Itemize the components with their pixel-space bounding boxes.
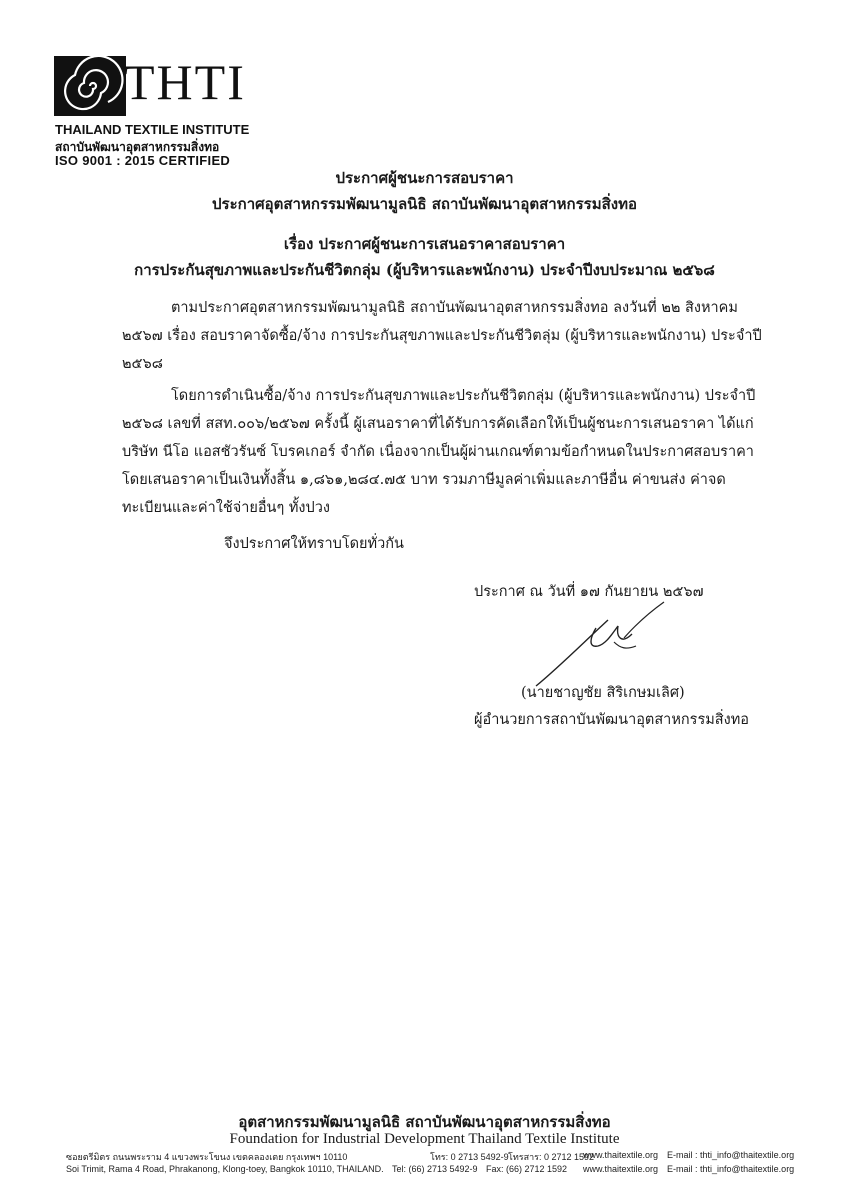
footer-tel-english: Tel: (66) 2713 5492-9 (392, 1164, 478, 1174)
footer-website-english: www.thaitextile.org (583, 1164, 659, 1174)
paragraph-2-line-2: ๒๕๖๘ เลขที่ สสท.๐๐๖/๒๕๖๗ ครั้งนี้ ผู้เสนอราคาที่ได้รับการคัดเลือกให้เป็นผู้ชนะการเสนอราคา ได้แก่ (122, 416, 754, 432)
logo-wordmark: THTI (124, 54, 246, 110)
footer-fax-english: Fax: (66) 2712 1592 (486, 1164, 568, 1174)
institute-logo (52, 52, 252, 170)
paragraph-1-line-3: ๒๕๖๘ (122, 356, 163, 372)
closing-statement: จึงประกาศให้ทราบโดยทั่วกัน (224, 536, 404, 552)
footer-org-english: Foundation for Industrial Development Thailand Textile Institute (229, 1131, 620, 1147)
logo-row (52, 52, 252, 118)
footer-email: E-mail : thti_info@thaitextile.org (667, 1150, 795, 1160)
issuer-heading: ประกาศอุตสาหกรรมพัฒนามูลนิธิ สถาบันพัฒนาอุตสาหกรรมสิ่งทอ (211, 195, 637, 213)
footer-address-thai: ซอยตรีมิตร ถนนพระราม 4 แขวงพระโขนง เขตคลองเตย กรุงเทพฯ 10110 (66, 1152, 348, 1162)
paragraph-2-line-5: ทะเบียนและค่าใช้จ่ายอื่นๆ ทั้งปวง (122, 500, 330, 516)
paragraph-2-line-4: โดยเสนอราคาเป็นเงินทั้งสิ้น ๑,๘๖๑,๒๘๔.๗๕ บาท รวมภาษีมูลค่าเพิ่มและภาษีอื่น ค่าขนส่ง ค่าจด (122, 472, 726, 488)
paragraph-1-line-2: ๒๕๖๗ เรื่อง สอบราคาจัดซื้อ/จ้าง การประกันสุขภาพและประกันชีวิตลุ่ม (ผู้บริหารและพนักงาน) ประจำปี (122, 328, 762, 344)
subject-detail-heading: การประกันสุขภาพและประกันชีวิตกลุ่ม (ผู้บริหารและพนักงาน) ประจำปีงบประมาณ ๒๕๖๘ (134, 261, 715, 279)
signatory-title: ผู้อำนวยการสถาบันพัฒนาอุตสาหกรรมสิ่งทอ (474, 712, 749, 728)
handwritten-signature (528, 598, 668, 690)
announcement-date: ประกาศ ณ วันที่ ๑๗ กันยายน ๒๕๖๗ (474, 584, 704, 600)
footer-tel-thai: โทร: 0 2713 5492-9 (430, 1152, 509, 1162)
paragraph-2-line-1: โดยการดำเนินซื้อ/จ้าง การประกันสุขภาพและประกันชีวิตกลุ่ม (ผู้บริหารและพนักงาน) ประจำปี (171, 388, 756, 404)
footer-website: www.thaitextile.org (583, 1150, 659, 1160)
spiral-logo-icon (54, 56, 126, 116)
paragraph-2-line-3: บริษัท นีโอ แอสชัวรันซ์ โบรคเกอร์ จำกัด เนื่องจากเป็นผู้ผ่านเกณฑ์ตามข้อกำหนดในประกาศสอบราคา (122, 444, 754, 460)
subject-heading: เรื่อง ประกาศผู้ชนะการเสนอราคาสอบราคา (283, 235, 566, 253)
footer-address-english: Soi Trimit, Rama 4 Road, Phrakanong, Klong-toey, Bangkok 10110, THAILAND. (66, 1164, 384, 1174)
paragraph-1-line-1: ตามประกาศอุตสาหกรรมพัฒนามูลนิธิ สถาบันพัฒนาอุตสาหกรรมสิ่งทอ ลงวันที่ ๒๒ สิงหาคม (171, 300, 738, 316)
signatory-name: (นายชาญชัย สิริเกษมเลิศ) (521, 685, 685, 701)
footer-email-english: E-mail : thti_info@thaitextile.org (667, 1164, 795, 1174)
iso-certification: ISO 9001 : 2015 CERTIFIED (55, 153, 231, 168)
footer-fax-thai: โทรสาร: 0 2712 1592 (508, 1152, 595, 1162)
logo-name-english: THAILAND TEXTILE INSTITUTE (55, 122, 250, 137)
footer-org-thai: อุตสาหกรรมพัฒนามูลนิธิ สถาบันพัฒนาอุตสาหกรรมสิ่งทอ (238, 1113, 611, 1131)
logo-name-thai: สถาบันพัฒนาอุตสาหกรรมสิ่งทอ (55, 140, 220, 154)
announcement-heading: ประกาศผู้ชนะการสอบราคา (335, 169, 514, 187)
